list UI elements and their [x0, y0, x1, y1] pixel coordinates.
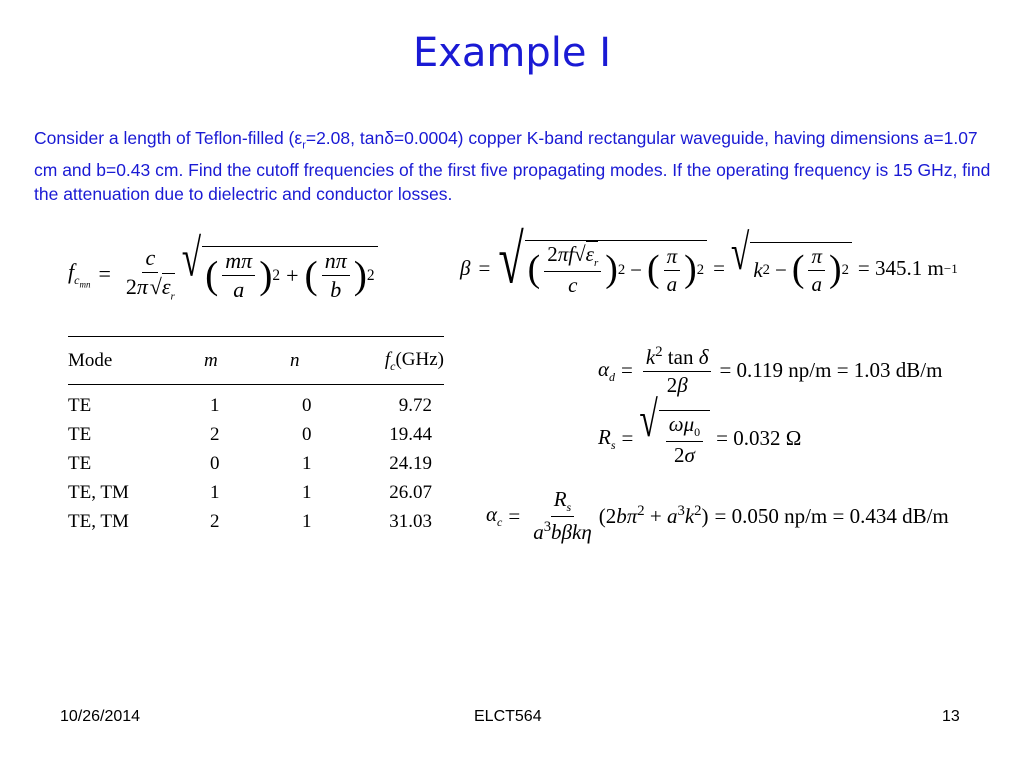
footer-page-number: 13	[942, 708, 960, 725]
fc-symbol: $f_{c_{mn}}$	[68, 258, 91, 290]
cell-fc: 24.19	[389, 453, 432, 475]
cell-mode: TE	[68, 453, 92, 475]
table-row	[68, 479, 444, 508]
cell-n: 1	[302, 453, 312, 475]
alpha-d-result: = 0.119 np/m = 1.03 dB/m	[719, 358, 943, 383]
footer-date: 10/26/2014	[60, 708, 141, 725]
cell-m: 2	[210, 424, 220, 446]
footer-course: ELCT564	[474, 708, 542, 725]
problem-statement	[34, 126, 994, 206]
cell-n: 0	[302, 424, 312, 446]
beta-exponent: −1	[943, 260, 958, 276]
cell-n: 1	[302, 511, 312, 533]
alpha-c-formula: $\alpha_c$ = $\frac{R_s}{a^3b\beta k\eta}$ $(2b\pi^2 + a^3k^2)$ = 0.050 np/m = 0.434 dB/m	[486, 487, 949, 545]
slide-title: Example I	[412, 30, 612, 76]
cell-m: 1	[210, 395, 220, 417]
beta-result: = 345.1 m	[857, 256, 944, 281]
cell-n: 0	[302, 395, 312, 417]
table-row	[68, 392, 444, 421]
alpha-d-formula: $\alpha_d$ = $\frac{k^2 \tan \delta}{2\beta}$ = 0.119 np/m = 1.03 dB/m	[598, 344, 943, 398]
cutoff-frequency-formula: $f_{c_{mn}}$ = $\frac{c}{2\pi √\varepsilon_r}$ √ ( $\frac{m\pi}{a}$ ) 2 + ( $\frac{n\pi}{b}$ ) 2	[68, 246, 378, 303]
fc-fraction: $\frac{c}{2\pi √\varepsilon_r}$	[125, 245, 175, 303]
statement-text-1: Consider a length of Teflon-filled (ε	[34, 128, 303, 148]
table-row	[68, 450, 444, 479]
rs-result: = 0.032 Ω	[716, 426, 802, 451]
table-header-row	[68, 337, 444, 385]
table-row	[68, 384, 444, 392]
header-m: m	[204, 337, 290, 385]
cell-m: 1	[210, 482, 220, 504]
header-n: n	[290, 337, 350, 385]
cell-mode: TE, TM	[68, 482, 129, 504]
cell-m: 0	[210, 453, 220, 475]
alpha-c-result: = 0.050 np/m = 0.434 dB/m	[714, 503, 949, 528]
header-mode: Mode	[68, 337, 204, 385]
fc-sqrt: √ ( $\frac{m\pi}{a}$ ) 2 + ( $\frac{n\pi}{b}$ ) 2	[182, 246, 378, 302]
mode-table	[68, 336, 444, 537]
cell-fc: 9.72	[398, 395, 432, 417]
cell-mode: TE, TM	[68, 511, 129, 533]
cell-fc: 19.44	[389, 424, 432, 446]
cell-fc: 26.07	[389, 482, 432, 504]
cell-mode: TE	[68, 424, 92, 446]
cell-mode: TE	[68, 395, 92, 417]
statement-subscript: r	[302, 139, 306, 152]
cell-n: 1	[302, 482, 312, 504]
table-row	[68, 508, 444, 537]
cell-fc: 31.03	[389, 511, 432, 533]
header-fc: $f_c(GHz)$	[350, 337, 444, 385]
cell-m: 2	[210, 511, 220, 533]
table-row	[68, 421, 444, 450]
beta-formula: β = √ ( $\frac{2\pi f√\varepsilon_r}{c}$ ) 2 − ( $\frac{\pi}{a}$ ) 2 = √ k 2 − ( $\frac{\pi}{a}$ ) 2 = 345.1 m −1	[460, 221, 958, 298]
statement-text-2: =2.08, tanδ=0.0004) copper K-band rectangular waveguide, having dimensions a=1.07 cm and b=0.43 cm. Find the cutoff frequencies of the first five propagating modes. If the operating frequency is 15 GHz, find the attenuation due to dielectric and conductor losses.	[34, 128, 991, 204]
surface-resistance-formula: $R_s$ = √ $\frac{\omega\mu_0}{2\sigma}$ = 0.032 Ω	[598, 392, 802, 468]
